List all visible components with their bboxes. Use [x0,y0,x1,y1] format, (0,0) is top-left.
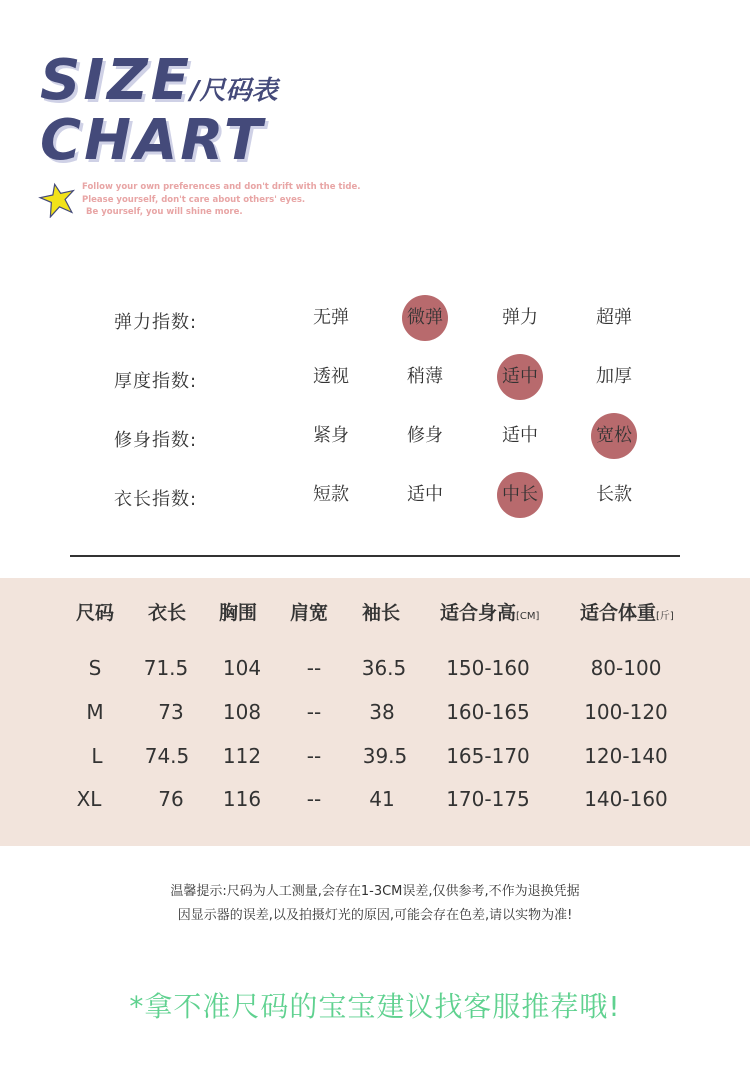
cell-chest: 116 [222,787,262,811]
index-option: 无弹 [313,307,349,328]
index-label: 修身指数: [114,430,198,451]
index-label: 厚度指数: [114,371,198,392]
index-option: 超弹 [596,307,632,328]
cell-size: L [91,744,103,768]
note-line-2: 因显示器的误差,以及拍摄灯光的原因,可能会存在色差,请以实物为准! [177,908,573,923]
header-weight-label: 适合体重 [580,602,657,624]
index-label: 衣长指数: [114,489,198,510]
header-size: 尺码 [76,602,115,624]
index-option-selected: 适中 [497,354,543,400]
title-size: SIZE [40,48,193,113]
slogan-line-2: Please yourself, don't care about others' eyes. [82,195,306,205]
slogan-line-1: Follow your own preferences and don't drift with the tide. [82,182,361,192]
index-option: 适中 [502,425,538,446]
cell-chest: 104 [222,656,262,680]
index-option-selected: 宽松 [591,413,637,459]
title-cn: /尺码表 [190,76,278,106]
header-weight-unit: [斤] [656,611,674,622]
index-option: 适中 [407,484,443,505]
cell-sleeve: 38 [369,700,395,724]
index-option: 短款 [313,484,349,505]
cell-shoulder: -- [306,700,322,724]
index-option: 加厚 [596,366,632,387]
note-line-1: 温馨提示:尺码为人工测量,会存在1-3CM误差,仅供参考,不作为退换凭据 [170,884,580,899]
index-row-thickness [0,355,750,399]
index-row-elasticity [0,296,750,340]
header-height [440,598,539,625]
header-sleeve: 袖长 [362,602,401,624]
index-option: 紧身 [313,425,349,446]
index-row-length [0,473,750,517]
index-option-selected: 微弹 [402,295,448,341]
cell-height: 170-175 [446,787,530,811]
title-chart: CHART [40,108,266,173]
index-option: 弹力 [502,307,538,328]
cell-length: 74.5 [144,744,190,768]
cell-height: 165-170 [446,744,530,768]
cell-sleeve: 41 [369,787,395,811]
cell-size: M [86,700,104,724]
header-height-unit: [CM] [516,611,540,622]
cell-sleeve: 39.5 [362,744,408,768]
cell-weight: 80-100 [590,656,662,680]
index-option: 长款 [596,484,632,505]
cell-size: S [88,656,102,680]
cell-shoulder: -- [306,656,322,680]
divider [70,555,680,557]
header-length: 衣长 [148,602,187,624]
cell-chest: 108 [222,700,262,724]
cell-shoulder: -- [306,744,322,768]
cell-length: 73 [158,700,184,724]
header-height-label: 适合身高 [440,602,517,624]
index-option: 透视 [313,366,349,387]
cell-weight: 120-140 [584,744,668,768]
cell-size: XL [76,787,102,811]
cell-length: 76 [158,787,184,811]
cell-height: 150-160 [446,656,530,680]
cell-weight: 100-120 [584,700,668,724]
cell-height: 160-165 [446,700,530,724]
star-icon [38,182,78,218]
cell-shoulder: -- [306,787,322,811]
index-label: 弹力指数: [114,312,198,333]
cell-length: 71.5 [143,656,189,680]
index-option: 修身 [407,425,443,446]
index-option-selected: 中长 [497,472,543,518]
cell-weight: 140-160 [584,787,668,811]
header-shoulder: 肩宽 [290,602,329,624]
customer-service-cta: *拿不准尺码的宝宝建议找客服推荐哦! [129,990,621,1023]
header-chest: 胸围 [219,602,258,624]
header-weight [580,598,674,625]
cell-sleeve: 36.5 [361,656,407,680]
slogan-line-3: Be yourself, you will shine more. [86,207,243,217]
cell-chest: 112 [222,744,262,768]
index-option: 稍薄 [407,366,443,387]
index-row-fit [0,414,750,458]
